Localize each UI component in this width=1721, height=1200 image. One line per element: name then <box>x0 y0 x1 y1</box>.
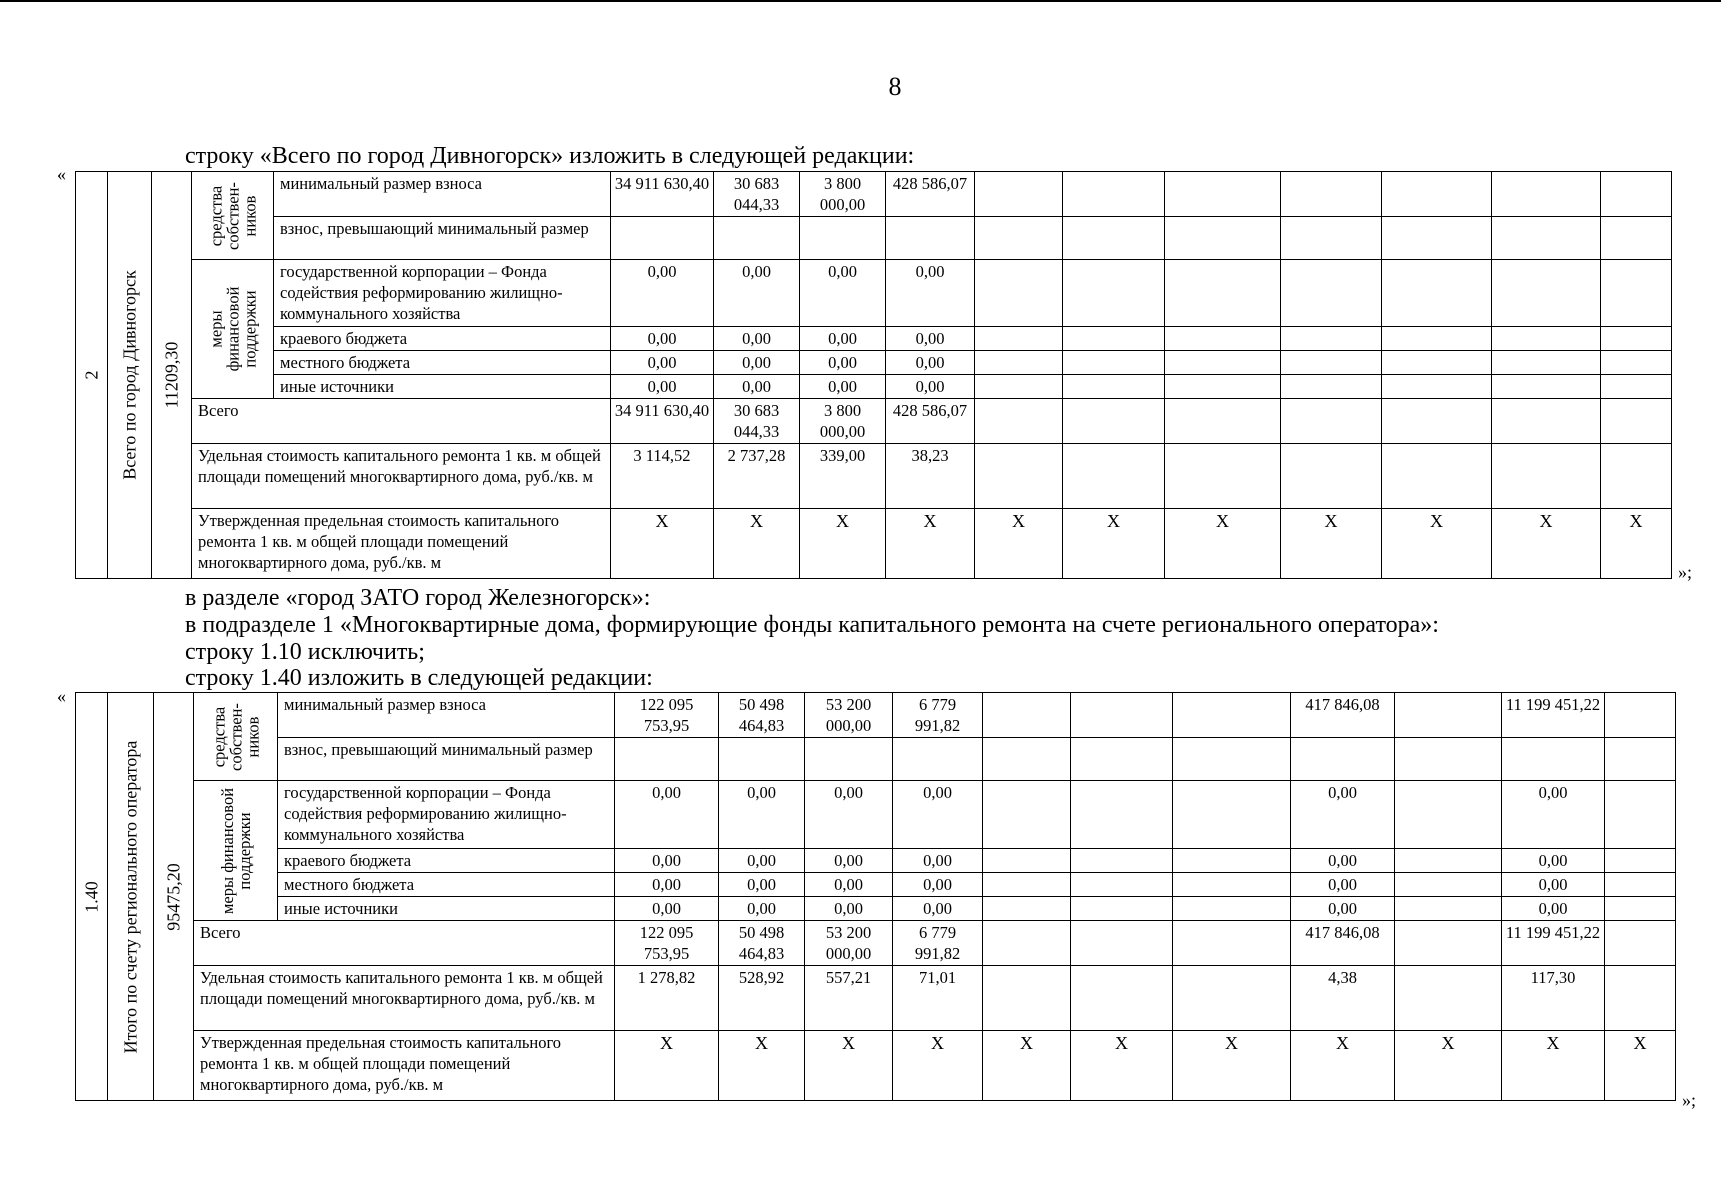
label-other: иные источники <box>274 375 611 399</box>
label-fund: государственной корпорации – Фонда содействия реформированию жилищно-коммунального хозяйства <box>274 260 611 327</box>
x-mark: X <box>1291 1031 1395 1101</box>
open-quote-2: « <box>57 686 66 706</box>
cell <box>1173 849 1291 873</box>
cell <box>1173 781 1291 849</box>
row-name-cell <box>108 693 154 1101</box>
group-support-cell <box>192 260 274 399</box>
cell: 428 586,07 <box>886 172 975 217</box>
cell <box>1395 873 1502 897</box>
cell: 0,00 <box>719 873 805 897</box>
cell: 11 199 451,22 <box>1502 921 1605 966</box>
cell: 3 800 000,00 <box>800 172 886 217</box>
cell <box>1173 897 1291 921</box>
cell: 0,00 <box>714 351 800 375</box>
cell <box>1063 399 1165 444</box>
cell <box>1173 738 1291 781</box>
cell <box>1605 921 1676 966</box>
table-zheleznogorsk <box>75 692 1676 1101</box>
cell: 0,00 <box>714 375 800 399</box>
cell: 0,00 <box>615 781 719 849</box>
cell: 0,00 <box>1502 873 1605 897</box>
cell <box>1165 399 1281 444</box>
page-number: 8 <box>888 72 902 101</box>
cell <box>1063 444 1165 509</box>
cell <box>1395 738 1502 781</box>
cell <box>1291 738 1395 781</box>
cell: 0,00 <box>805 781 893 849</box>
cell: 0,00 <box>714 327 800 351</box>
cell <box>975 444 1063 509</box>
label-region: краевого бюджета <box>274 327 611 351</box>
x-mark: X <box>800 509 886 579</box>
table-row <box>76 849 1676 873</box>
cell <box>886 217 975 260</box>
cell: 0,00 <box>893 897 983 921</box>
cell <box>975 375 1063 399</box>
cell <box>611 217 714 260</box>
row-area-cell <box>152 172 192 579</box>
x-mark: X <box>975 509 1063 579</box>
label-min: минимальный размер взноса <box>274 172 611 217</box>
row-name: Всего по город Дивногорск <box>119 270 139 480</box>
table-row <box>76 921 1676 966</box>
cell <box>1395 693 1502 738</box>
cell: 30 683 044,33 <box>714 399 800 444</box>
x-mark: X <box>1382 509 1492 579</box>
cell: 0,00 <box>719 897 805 921</box>
cell: 11 199 451,22 <box>1502 693 1605 738</box>
cell: 34 911 630,40 <box>611 399 714 444</box>
x-mark: X <box>893 1031 983 1101</box>
x-mark: X <box>983 1031 1071 1101</box>
row-area: 11209,30 <box>161 341 181 409</box>
section-line: в разделе «город ЗАТО город Железногорск»: <box>185 585 651 611</box>
x-mark: X <box>1502 1031 1605 1101</box>
row-area-cell <box>154 693 194 1101</box>
label-local: местного бюджета <box>274 351 611 375</box>
cell: 0,00 <box>893 781 983 849</box>
table-row <box>76 351 1672 375</box>
cell <box>1605 897 1676 921</box>
group-owners: средства собствен-ников <box>209 702 262 771</box>
subsection-line: в подразделе 1 «Многоквартирные дома, формирующие фонды капитального ремонта на счете регионального оператора»: <box>185 612 1439 638</box>
table-row <box>76 781 1676 849</box>
cell <box>975 260 1063 327</box>
cell <box>1281 375 1382 399</box>
cell <box>1395 921 1502 966</box>
row-area: 95475,20 <box>163 862 183 931</box>
cell <box>1601 351 1672 375</box>
cell: 0,00 <box>805 897 893 921</box>
cell <box>975 327 1063 351</box>
cell <box>1601 399 1672 444</box>
cell <box>1173 921 1291 966</box>
cell <box>1492 327 1601 351</box>
cell <box>983 849 1071 873</box>
cell <box>1063 260 1165 327</box>
cell <box>983 873 1071 897</box>
cell <box>1165 351 1281 375</box>
cell: 0,00 <box>1291 897 1395 921</box>
x-mark: X <box>805 1031 893 1101</box>
cell <box>1063 217 1165 260</box>
cell: 0,00 <box>805 849 893 873</box>
table-row <box>76 509 1672 579</box>
cell: 0,00 <box>611 260 714 327</box>
cell <box>983 781 1071 849</box>
cell: 0,00 <box>611 327 714 351</box>
cell: 0,00 <box>886 260 975 327</box>
table-row <box>76 260 1672 327</box>
cell: 122 095 753,95 <box>615 921 719 966</box>
cell: 30 683 044,33 <box>714 172 800 217</box>
cell: 0,00 <box>611 375 714 399</box>
cell: 6 779 991,82 <box>893 921 983 966</box>
cell <box>983 921 1071 966</box>
cell <box>1063 351 1165 375</box>
cell <box>1063 327 1165 351</box>
table-row <box>76 873 1676 897</box>
cell <box>1382 375 1492 399</box>
cell <box>1165 444 1281 509</box>
cell <box>1071 897 1173 921</box>
cell <box>1605 738 1676 781</box>
cell <box>1165 217 1281 260</box>
cell <box>1281 217 1382 260</box>
cell: 417 846,08 <box>1291 693 1395 738</box>
cell: 0,00 <box>719 849 805 873</box>
cell <box>983 966 1071 1031</box>
table-row <box>76 693 1676 738</box>
cell <box>1395 849 1502 873</box>
cell: 2 737,28 <box>714 444 800 509</box>
cell <box>1281 260 1382 327</box>
cell: 339,00 <box>800 444 886 509</box>
cell <box>1601 260 1672 327</box>
group-owners-cell <box>194 693 278 781</box>
x-mark: X <box>1395 1031 1502 1101</box>
cell: 0,00 <box>1502 849 1605 873</box>
row-name-cell <box>108 172 152 579</box>
cell: 0,00 <box>719 781 805 849</box>
cell <box>1605 873 1676 897</box>
cell <box>1173 693 1291 738</box>
open-quote-1: « <box>57 164 66 184</box>
cell: 428 586,07 <box>886 399 975 444</box>
cell: 0,00 <box>1502 781 1605 849</box>
cell: 0,00 <box>615 849 719 873</box>
cell: 53 200 000,00 <box>805 921 893 966</box>
cell <box>714 217 800 260</box>
cell: 0,00 <box>1502 897 1605 921</box>
cell <box>1173 966 1291 1031</box>
cell: 122 095 753,95 <box>615 693 719 738</box>
cell: 0,00 <box>1291 781 1395 849</box>
cell <box>1382 217 1492 260</box>
x-mark: X <box>611 509 714 579</box>
table-divnogorsk <box>75 171 1672 579</box>
cell <box>1492 444 1601 509</box>
label-total: Всего <box>192 399 611 444</box>
cell <box>1071 693 1173 738</box>
cell <box>1601 172 1672 217</box>
table-row <box>76 399 1672 444</box>
group-support: меры финансовой поддержки <box>206 286 259 372</box>
cell: 0,00 <box>1291 873 1395 897</box>
label-limit: Утвержденная предельная стоимость капитального ремонта 1 кв. м общей площади помещений многоквартирного дома, руб./кв. м <box>192 509 611 579</box>
x-mark: X <box>1605 1031 1676 1101</box>
cell: 3 800 000,00 <box>800 399 886 444</box>
close-quote-1: »; <box>1678 562 1693 582</box>
cell <box>1063 375 1165 399</box>
cell <box>1502 738 1605 781</box>
cell <box>1071 738 1173 781</box>
label-region: краевого бюджета <box>278 849 615 873</box>
x-mark: X <box>1071 1031 1173 1101</box>
cell: 117,30 <box>1502 966 1605 1031</box>
cell: 0,00 <box>1291 849 1395 873</box>
cell <box>1281 351 1382 375</box>
intro-zheleznogorsk: строку 1.40 изложить в следующей редакции: <box>185 665 653 691</box>
cell <box>1281 444 1382 509</box>
label-min: минимальный размер взноса <box>278 693 615 738</box>
cell <box>1601 444 1672 509</box>
cell <box>1382 399 1492 444</box>
label-fund: государственной корпорации – Фонда содействия реформированию жилищно-коммунального хозяйства <box>278 781 615 849</box>
group-owners-cell <box>192 172 274 260</box>
cell <box>1382 444 1492 509</box>
table-row <box>76 966 1676 1031</box>
cell <box>1071 781 1173 849</box>
x-mark: X <box>1492 509 1601 579</box>
x-mark: X <box>615 1031 719 1101</box>
cell <box>1063 172 1165 217</box>
cell <box>983 738 1071 781</box>
cell: 0,00 <box>800 375 886 399</box>
cell: 4,38 <box>1291 966 1395 1031</box>
x-mark: X <box>714 509 800 579</box>
cell <box>1071 921 1173 966</box>
cell <box>719 738 805 781</box>
cell <box>1492 375 1601 399</box>
cell <box>983 693 1071 738</box>
cell <box>1165 327 1281 351</box>
cell <box>1071 849 1173 873</box>
cell <box>1382 327 1492 351</box>
cell: 0,00 <box>886 375 975 399</box>
cell <box>1492 260 1601 327</box>
row-number: 2 <box>81 370 101 380</box>
x-mark: X <box>1173 1031 1291 1101</box>
table-row <box>76 375 1672 399</box>
cell: 0,00 <box>800 351 886 375</box>
cell <box>1281 399 1382 444</box>
cell <box>1382 172 1492 217</box>
cell <box>1071 873 1173 897</box>
label-other: иные источники <box>278 897 615 921</box>
row-name: Итого по счету регионального оператора <box>120 740 140 1053</box>
table-row <box>76 738 1676 781</box>
label-unit: Удельная стоимость капитального ремонта 1 кв. м общей площади помещений многоквартирного дома, руб./кв. м <box>192 444 611 509</box>
cell <box>1492 351 1601 375</box>
cell: 3 114,52 <box>611 444 714 509</box>
label-total: Всего <box>194 921 615 966</box>
cell: 528,92 <box>719 966 805 1031</box>
label-over: взнос, превышающий минимальный размер <box>274 217 611 260</box>
x-mark: X <box>1281 509 1382 579</box>
cell <box>983 897 1071 921</box>
cell: 0,00 <box>893 849 983 873</box>
close-quote-2: »; <box>1682 1090 1697 1110</box>
cell: 50 498 464,83 <box>719 921 805 966</box>
table-row <box>76 327 1672 351</box>
label-limit: Утвержденная предельная стоимость капитального ремонта 1 кв. м общей площади помещений многоквартирного дома, руб./кв. м <box>194 1031 615 1101</box>
x-mark: X <box>1165 509 1281 579</box>
cell: 557,21 <box>805 966 893 1031</box>
cell <box>1382 351 1492 375</box>
intro-divnogorsk: строку «Всего по город Дивногорск» изложить в следующей редакции: <box>185 143 915 169</box>
cell <box>1492 399 1601 444</box>
cell <box>1601 375 1672 399</box>
cell <box>1601 327 1672 351</box>
label-local: местного бюджета <box>278 873 615 897</box>
cell <box>1492 172 1601 217</box>
x-mark: X <box>719 1031 805 1101</box>
cell <box>1281 327 1382 351</box>
x-mark: X <box>1601 509 1672 579</box>
cell <box>615 738 719 781</box>
cell: 0,00 <box>611 351 714 375</box>
cell: 0,00 <box>886 351 975 375</box>
table-row <box>76 217 1672 260</box>
cell <box>975 399 1063 444</box>
cell: 0,00 <box>800 260 886 327</box>
cell <box>975 172 1063 217</box>
row-number-cell <box>76 693 108 1101</box>
group-support-cell <box>194 781 278 921</box>
cell <box>805 738 893 781</box>
table-row <box>76 444 1672 509</box>
group-owners: средства собствен-ников <box>206 181 259 250</box>
cell <box>1605 966 1676 1031</box>
cell <box>1605 849 1676 873</box>
cell <box>1601 217 1672 260</box>
exclude-line: строку 1.10 исключить; <box>185 639 425 665</box>
cell <box>1382 260 1492 327</box>
group-support: меры финансовой поддержки <box>217 787 254 914</box>
cell <box>800 217 886 260</box>
x-mark: X <box>886 509 975 579</box>
label-over: взнос, превышающий минимальный размер <box>278 738 615 781</box>
table-row <box>76 172 1672 217</box>
cell: 71,01 <box>893 966 983 1031</box>
cell <box>975 217 1063 260</box>
cell <box>1281 172 1382 217</box>
x-mark: X <box>1063 509 1165 579</box>
row-number-cell <box>76 172 108 579</box>
cell: 0,00 <box>615 897 719 921</box>
cell <box>1165 375 1281 399</box>
cell <box>1165 260 1281 327</box>
cell <box>1605 781 1676 849</box>
cell: 0,00 <box>615 873 719 897</box>
cell: 0,00 <box>800 327 886 351</box>
cell: 38,23 <box>886 444 975 509</box>
cell <box>1395 897 1502 921</box>
cell <box>1071 966 1173 1031</box>
cell: 34 911 630,40 <box>611 172 714 217</box>
cell: 53 200 000,00 <box>805 693 893 738</box>
table-row <box>76 897 1676 921</box>
cell <box>1395 781 1502 849</box>
cell <box>893 738 983 781</box>
cell: 0,00 <box>714 260 800 327</box>
cell: 417 846,08 <box>1291 921 1395 966</box>
table-row <box>76 1031 1676 1101</box>
cell: 1 278,82 <box>615 966 719 1031</box>
cell <box>1173 873 1291 897</box>
cell: 6 779 991,82 <box>893 693 983 738</box>
row-number: 1.40 <box>81 880 101 913</box>
cell <box>975 351 1063 375</box>
cell: 0,00 <box>886 327 975 351</box>
cell: 0,00 <box>805 873 893 897</box>
cell <box>1492 217 1601 260</box>
cell <box>1165 172 1281 217</box>
cell <box>1605 693 1676 738</box>
label-unit: Удельная стоимость капитального ремонта 1 кв. м общей площади помещений многоквартирного дома, руб./кв. м <box>194 966 615 1031</box>
cell <box>1395 966 1502 1031</box>
cell: 50 498 464,83 <box>719 693 805 738</box>
cell: 0,00 <box>893 873 983 897</box>
